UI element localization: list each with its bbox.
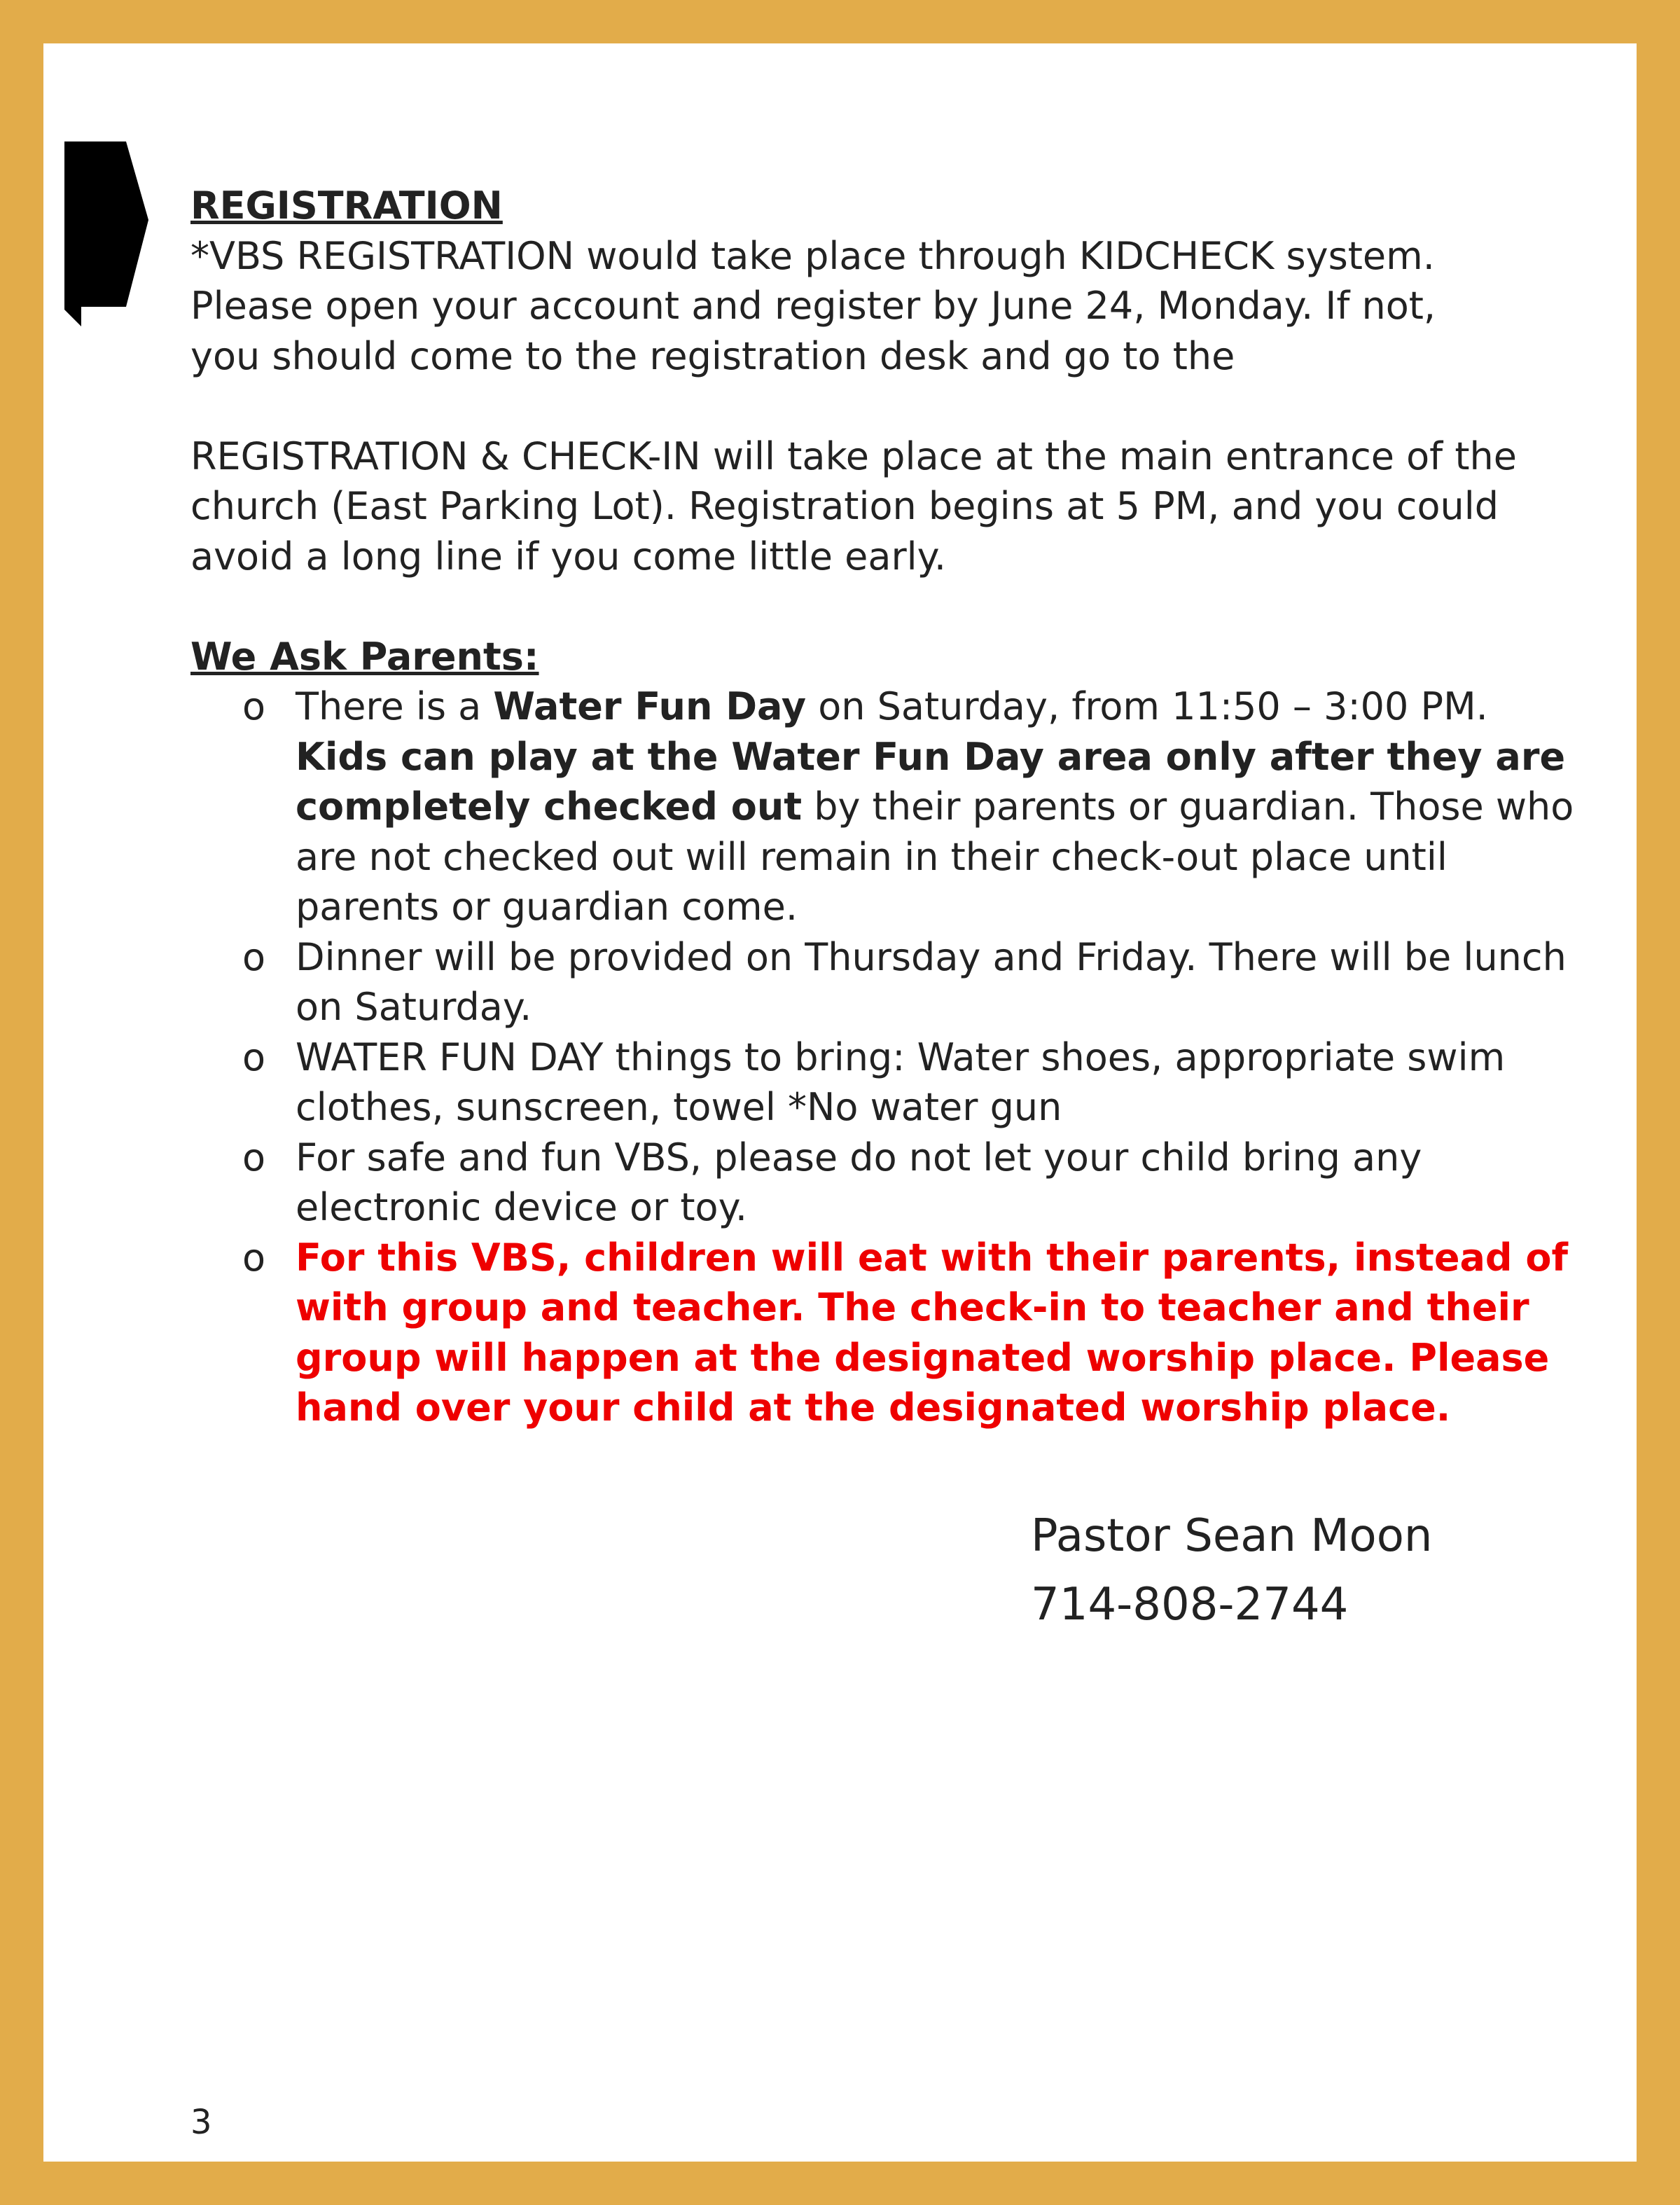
bullet-marker: o — [242, 684, 266, 728]
registration-line: Please open your account and register by June 24, Monday. If not, — [190, 284, 1436, 328]
document-body — [190, 181, 1591, 1433]
registration-line: you should come to the registration desk and go to the — [190, 333, 1235, 378]
item-text: For safe and fun VBS, please do not let your child bring any electronic device or toy. — [296, 1135, 1422, 1229]
item-text: Dinner will be provided on Thursday and Friday. There will be lunch on Saturday. — [296, 934, 1567, 1029]
spacer — [190, 581, 1591, 632]
spacer — [190, 381, 1591, 431]
item-text-bold: Kids can play at the Water Fun Day area only after they are completely checked out — [296, 734, 1566, 829]
item-text: by their parents or guardian. Those who are not checked out will remain in their check-out place until parents or guardian come. — [296, 784, 1574, 929]
item-text-alert: For this VBS, children will eat with their parents, instead of with group and teacher. The check-in to teacher and their group will happen at the designated worship place. Please hand over your child at the designated worship place. — [296, 1235, 1568, 1430]
checkin-line: church (East Parking Lot). Registration begins at 5 PM, and you could — [190, 484, 1499, 528]
bullet-marker: o — [242, 1235, 266, 1280]
document-page — [43, 43, 1637, 2162]
signature-block — [1031, 1502, 1432, 1639]
item-text: on Saturday, from 11:50 – 3:00 PM. — [806, 684, 1488, 728]
bullet-marker: o — [242, 1135, 266, 1180]
parents-heading: We Ask Parents: — [190, 634, 539, 679]
list-item-water-fun-day — [190, 682, 1591, 932]
pastor-phone: 714-808-2744 — [1031, 1579, 1349, 1631]
bullet-marker: o — [242, 1035, 266, 1079]
list-item-things-to-bring — [190, 1032, 1591, 1133]
item-text: WATER FUN DAY things to bring: Water shoes, appropriate swim clothes, sunscreen, towel *No water gun — [296, 1035, 1506, 1129]
registration-line: *VBS REGISTRATION would take place through KIDCHECK system. — [190, 233, 1435, 278]
checkin-line: avoid a long line if you come little early. — [190, 534, 947, 579]
parent-instructions-list — [190, 682, 1591, 1433]
item-text-bold: Water Fun Day — [493, 684, 807, 728]
list-item-dinner — [190, 932, 1591, 1032]
registration-heading: REGISTRATION — [190, 184, 503, 228]
item-text: There is a — [296, 684, 494, 728]
pastor-name: Pastor Sean Moon — [1031, 1510, 1433, 1562]
page-number: 3 — [190, 2103, 212, 2142]
list-item-no-devices — [190, 1133, 1591, 1233]
checkin-line: REGISTRATION & CHECK-IN will take place at the main entrance of the — [190, 434, 1517, 478]
bullet-marker: o — [242, 934, 266, 979]
list-item-meal-checkin-notice — [190, 1233, 1591, 1433]
section-tab-marker — [64, 141, 148, 326]
